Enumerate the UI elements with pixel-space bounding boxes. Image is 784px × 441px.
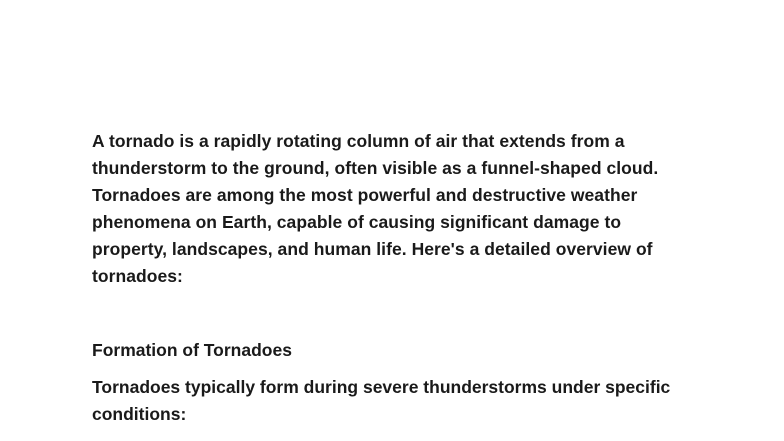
document-body <box>92 128 692 428</box>
section-heading: Formation of Tornadoes <box>92 340 292 360</box>
intro-paragraph: A tornado is a rapidly rotating column of air that extends from a thunderstorm to the ground, often visible as a funnel-shaped cloud. Tornadoes are among the most powerful and destructive weather phenomena on Earth, capable of causing significant damage to property, landscapes, and human life. Here's a detailed overview of tornadoes: <box>92 131 659 286</box>
section-paragraph: Tornadoes typically form during severe thunderstorms under specific conditions: <box>92 377 671 424</box>
